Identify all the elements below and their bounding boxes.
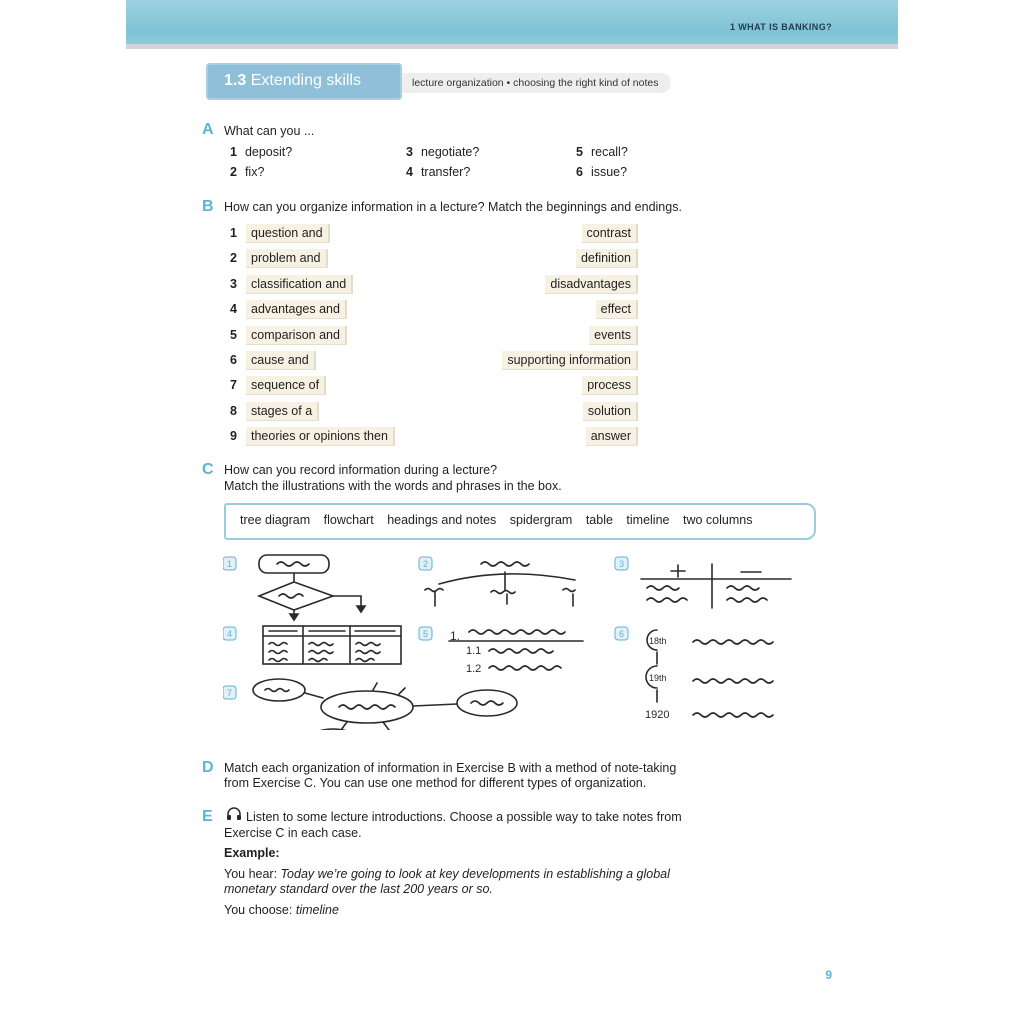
timeline-sketch [645,630,773,721]
exercise-a-item: 4 transfer? [406,165,471,179]
label-1: 1 [227,559,233,569]
exercise-a-letter: A [202,121,214,138]
row-number: 7 [230,378,237,392]
exercise-b-question: How can you organize information in a lecture? Match the beginnings and endings. [224,200,682,214]
exercise-e-line1: Listen to some lecture introductions. Choose a possible way to take notes from [246,810,682,824]
you-choose: You choose: timeline [224,903,339,917]
exercise-e-letter: E [202,808,213,825]
exercise-e-line2: Exercise C in each case. [224,826,362,840]
ending-item: solution [583,402,638,421]
chapter-title: 1 WHAT IS BANKING? [729,22,832,32]
row-number: 9 [230,429,237,443]
table-sketch [263,626,401,664]
sketch-heading-12: 1.2 [466,663,482,675]
word-item: timeline [626,513,670,527]
label-2: 2 [423,559,429,569]
exercise-a-item: 6 issue? [576,165,628,179]
exercise-a-item: 2 fix? [230,165,265,179]
ending-item: contrast [582,224,638,243]
sketch-heading-1: 1. [450,629,461,643]
row-number: 1 [230,226,237,240]
word-item: headings and notes [387,513,497,527]
tree-diagram-sketch [425,562,575,606]
beginning-item: problem and [246,249,328,268]
row-number: 4 [230,302,237,316]
row-number: 6 [230,353,237,367]
row-number: 2 [230,251,237,265]
exercise-d-letter: D [202,759,214,776]
section-number: 1.3 [224,72,247,89]
exercise-a-item: 1 deposit? [230,145,293,159]
page [126,0,898,1024]
row-number: 3 [230,277,237,291]
exercise-a-item: 5 recall? [576,145,628,159]
section-tab [206,63,402,100]
exercise-d-line2: from Exercise C. You can use one method for different types of organization. [224,776,647,790]
ending-item: supporting information [502,351,638,370]
exercise-c-line1: How can you record information during a lecture? [224,463,498,477]
beginning-item: comparison and [246,326,347,345]
note-taking-illustrations [223,550,823,730]
beginning-item: stages of a [246,402,319,421]
beginning-item: question and [246,224,330,243]
label-3: 3 [619,559,625,569]
example-label: Example: [224,846,280,860]
flowchart-sketch [259,555,365,620]
word-item: spidergram [509,513,573,527]
section-title: Extending skills [250,72,361,89]
ending-item: process [582,376,638,395]
sketch-timeline-1: 18th [649,636,667,646]
beginning-item: theories or opinions then [246,427,395,446]
label-4: 4 [227,629,233,639]
word-item: table [585,513,613,527]
exercise-c-line2: Match the illustrations with the words and phrases in the box. [224,479,562,493]
exercise-a-item: 3 negotiate? [406,145,480,159]
you-hear-line2: monetary standard over the last 200 years or so. [224,882,493,896]
row-number: 8 [230,404,237,418]
ending-item: answer [586,427,638,446]
ending-item: effect [596,300,638,319]
label-5: 5 [423,629,429,639]
beginning-item: cause and [246,351,316,370]
word-item: two columns [682,513,753,527]
you-hear-line1: You hear: Today we’re going to look at key developments in establishing a global [224,867,670,881]
sketch-heading-11: 1.1 [466,645,482,657]
label-7: 7 [227,688,233,698]
headphones-icon [226,807,242,821]
ending-item: disadvantages [545,275,638,294]
ending-item: events [589,326,638,345]
page-number: 9 [825,968,832,982]
word-item: tree diagram [240,513,311,527]
word-item: flowchart [323,513,374,527]
beginning-item: sequence of [246,376,326,395]
two-columns-sketch [641,564,791,608]
exercise-d-line1: Match each organization of information in Exercise B with a method of note-taking [224,761,677,775]
headings-and-notes-sketch [449,629,583,675]
beginning-item: classification and [246,275,353,294]
beginning-item: advantages and [246,300,347,319]
label-6: 6 [619,629,625,639]
sketch-timeline-3: 1920 [645,709,670,721]
sketch-timeline-2: 19th [649,673,667,683]
exercise-c-letter: C [202,461,214,478]
spidergram-sketch [253,679,517,730]
exercise-a-question: What can you ... [224,124,315,138]
ending-item: definition [576,249,638,268]
section-subtitle: lecture organization • choosing the right kind of notes [402,73,671,93]
word-box [224,503,816,540]
exercise-b-letter: B [202,198,214,215]
row-number: 5 [230,328,237,342]
